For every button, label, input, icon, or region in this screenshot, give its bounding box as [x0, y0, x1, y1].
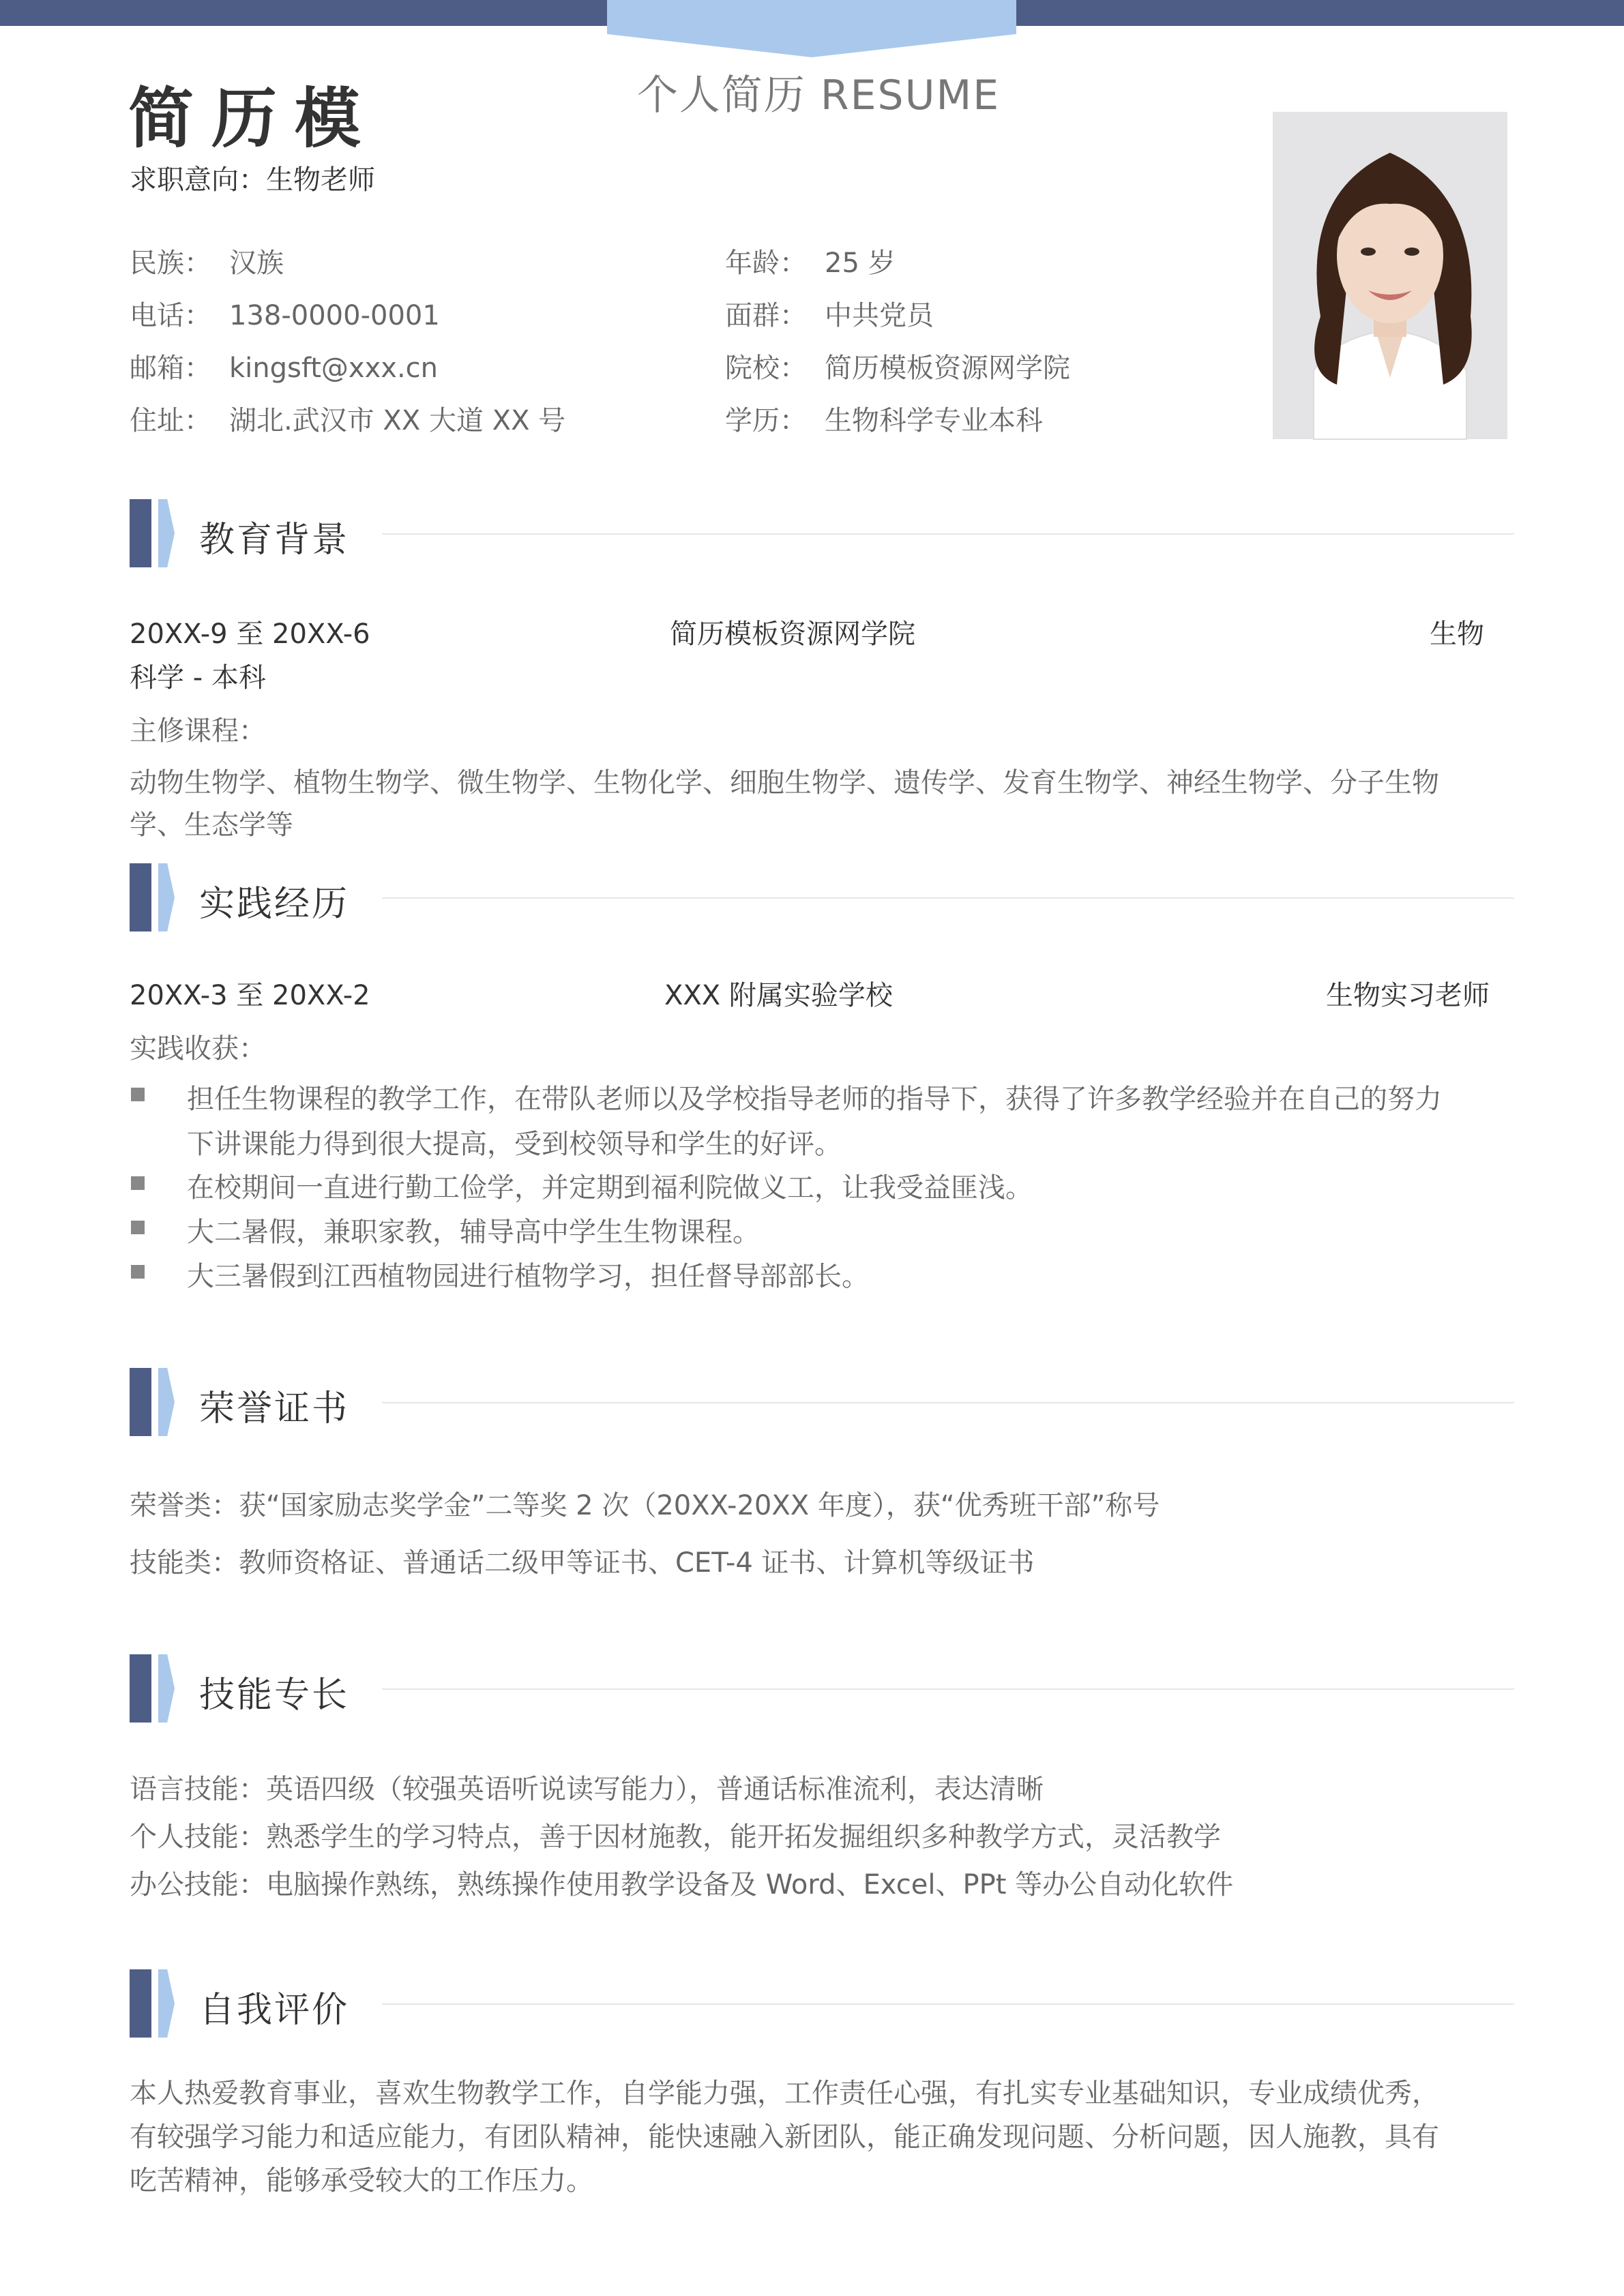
section-skills-header	[130, 1654, 1514, 1723]
education-major: 生物	[1430, 618, 1484, 650]
info-row-school	[725, 346, 1070, 399]
section-divider	[382, 2003, 1514, 2005]
courses-list-cont: 学、生态学等	[130, 809, 293, 841]
skill-office: 办公技能：电脑操作熟练，熟练操作使用教学设备及 Word、Excel、PPt 等办公自动化软件	[130, 1869, 1234, 1900]
section-divider	[382, 1688, 1514, 1690]
education-degree: 科学 - 本科	[130, 662, 266, 694]
section-divider	[382, 533, 1514, 535]
section-chevron-icon	[158, 1368, 175, 1436]
section-title: 自我评价	[199, 1990, 350, 2031]
self-eval-line-3: 吃苦精神，能够承受较大的工作压力。	[130, 2165, 593, 2196]
info-value: 湖北.武汉市 XX 大道 XX 号	[229, 405, 566, 436]
info-label: 年龄：	[725, 248, 807, 279]
skill-personal: 个人技能：熟悉学生的学习特点，善于因材施教，能开拓发掘组织多种教学方式，灵活教学	[130, 1821, 1221, 1853]
job-intent: 求职意向：生物老师	[130, 164, 375, 196]
section-marker	[130, 863, 151, 931]
section-title: 教育背景	[199, 520, 350, 561]
info-value: 汉族	[229, 248, 284, 279]
info-value: 25 岁	[825, 248, 896, 279]
practice-org: XXX 附属实验学校	[664, 980, 893, 1011]
info-row-age	[725, 241, 1070, 294]
info-label: 民族：	[130, 248, 211, 279]
bullet-icon	[131, 1265, 145, 1279]
document-label: 个人简历 RESUME	[636, 72, 1001, 119]
section-chevron-icon	[158, 1654, 175, 1723]
section-chevron-icon	[158, 499, 175, 567]
section-practice-header	[130, 863, 1514, 931]
info-label: 电话：	[130, 300, 211, 331]
section-self-eval-header	[130, 1969, 1514, 2038]
section-honors-header	[130, 1368, 1514, 1436]
info-value: 中共党员	[825, 300, 934, 331]
courses-list: 动物生物学、植物生物学、微生物学、生物化学、细胞生物学、遗传学、发育生物学、神经生物学、分子生物	[130, 767, 1439, 799]
courses-list-overflow	[130, 806, 675, 841]
self-eval-line-2: 有较强学习能力和适应能力，有团队精神，能快速融入新团队，能正确发现问题、分析问题，因人施教，具有	[130, 2121, 1439, 2153]
header-ribbon	[607, 0, 1016, 57]
section-divider	[382, 1402, 1514, 1403]
practice-gain-label: 实践收获：	[130, 1033, 266, 1064]
practice-item-1-cont: 下讲课能力得到很大提高，受到校领导和学生的好评。	[187, 1129, 842, 1160]
education-school: 简历模板资源网学院	[670, 618, 915, 650]
skill-language: 语言技能：英语四级（较强英语听说读写能力），普通话标准流利，表达清晰	[130, 1774, 1044, 1805]
info-label: 面群：	[725, 300, 807, 331]
bullet-icon	[131, 1221, 145, 1234]
self-eval-line-1: 本人热爱教育事业，喜欢生物教学工作，自学能力强，工作责任心强，有扎实专业基础知识，专业成绩优秀，	[130, 2078, 1439, 2109]
section-chevron-icon	[158, 1969, 175, 2038]
section-marker	[130, 499, 151, 567]
section-education-header	[130, 499, 1514, 567]
bullet-icon	[131, 1176, 145, 1190]
info-label: 院校：	[725, 353, 807, 384]
info-value: 简历模板资源网学院	[825, 353, 1070, 384]
practice-item-1: 担任生物课程的教学工作，在带队老师以及学校指导老师的指导下，获得了许多教学经验并在自己的努力	[187, 1084, 1442, 1115]
info-row-degree	[725, 399, 1070, 451]
info-label: 邮箱：	[130, 353, 211, 384]
portrait-photo	[1273, 112, 1507, 439]
personal-info-left	[130, 241, 565, 451]
info-value: 138-0000-0001	[229, 300, 440, 331]
honors-awards: 荣誉类：获“国家励志奖学金”二等奖 2 次（20XX-20XX 年度），获“优秀班干部”称号	[130, 1490, 1160, 1521]
practice-date: 20XX-3 至 20XX-2	[130, 980, 370, 1011]
practice-role: 生物实习老师	[1326, 980, 1490, 1011]
candidate-name: 简历模	[128, 80, 378, 157]
portrait-photo-icon	[1273, 112, 1507, 439]
honors-certificates: 技能类：教师资格证、普通话二级甲等证书、CET-4 证书、计算机等级证书	[130, 1547, 1035, 1579]
bullet-icon	[131, 1088, 145, 1101]
practice-item-3: 大二暑假，兼职家教，辅导高中学生生物课程。	[187, 1217, 760, 1248]
info-row-political	[725, 294, 1070, 346]
section-marker	[130, 1654, 151, 1723]
personal-info-right	[725, 241, 1070, 451]
info-row-email	[130, 346, 565, 399]
section-title: 荣誉证书	[199, 1388, 350, 1429]
courses-label: 主修课程：	[130, 715, 266, 747]
info-label: 住址：	[130, 405, 211, 436]
education-date: 20XX-9 至 20XX-6	[130, 618, 370, 650]
practice-item-2: 在校期间一直进行勤工俭学，并定期到福利院做义工，让我受益匪浅。	[187, 1172, 1033, 1204]
info-row-phone	[130, 294, 565, 346]
section-marker	[130, 1969, 151, 2038]
practice-item-4: 大三暑假到江西植物园进行植物学习，担任督导部部长。	[187, 1261, 869, 1292]
info-row-address	[130, 399, 565, 451]
section-divider	[382, 897, 1514, 899]
info-value: 生物科学专业本科	[825, 405, 1043, 436]
info-value: kingsft@xxx.cn	[229, 353, 438, 384]
section-title: 实践经历	[199, 884, 350, 925]
section-marker	[130, 1368, 151, 1436]
info-row-ethnicity	[130, 241, 565, 294]
section-chevron-icon	[158, 863, 175, 931]
section-title: 技能专长	[199, 1675, 350, 1716]
info-label: 学历：	[725, 405, 807, 436]
